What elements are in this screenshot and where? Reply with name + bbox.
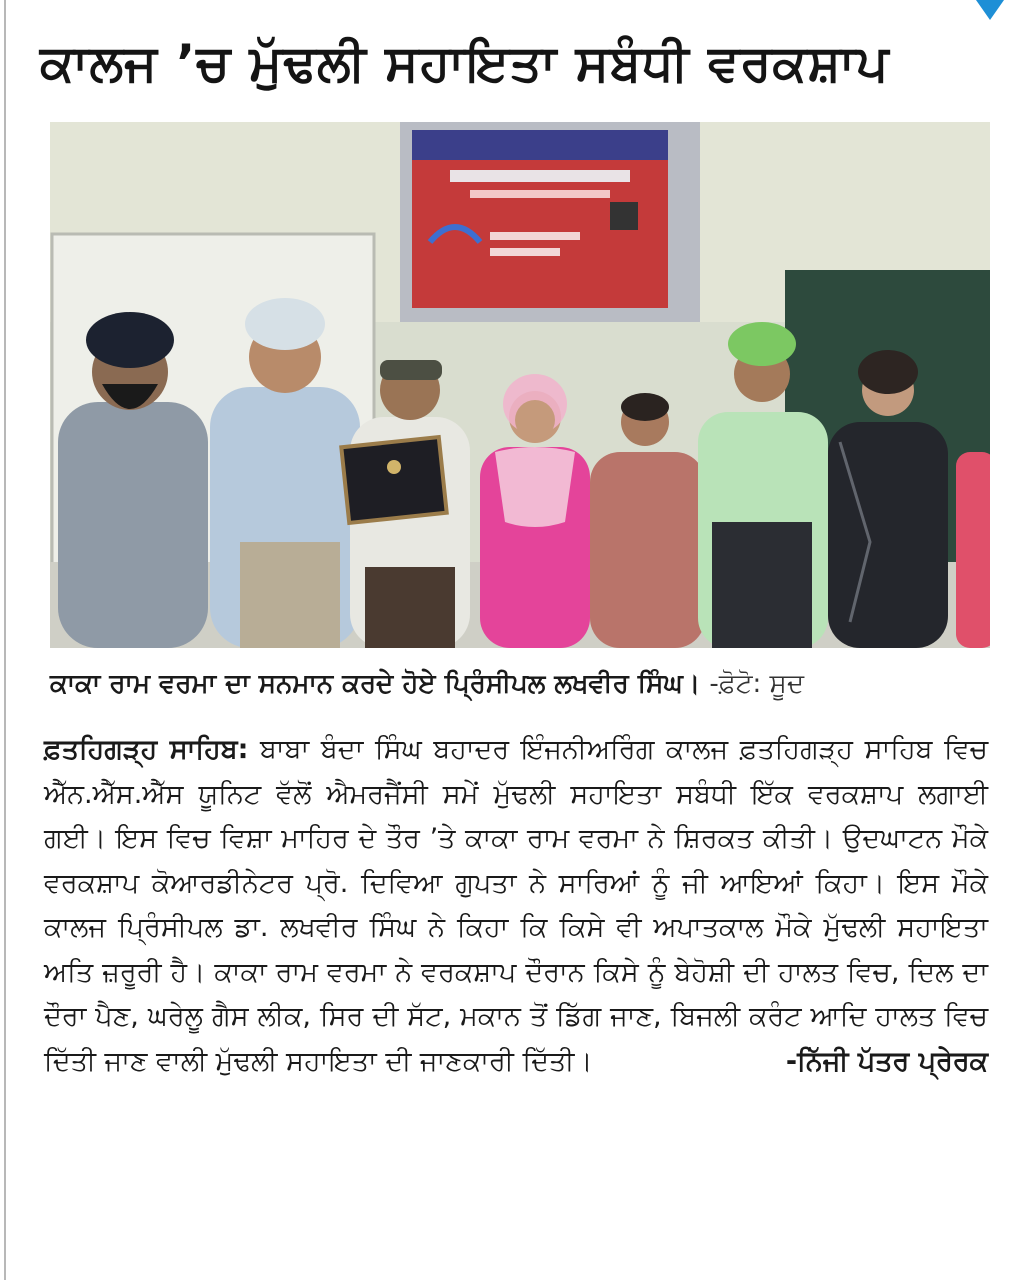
article-dateline: ਫ਼ਤਹਿਗੜ੍ਹ ਸਾਹਿਬ:	[44, 734, 249, 765]
headline: ਕਾਲਜ ’ਚ ਮੁੱਢਲੀ ਸਹਾਇਤਾ ਸਬੰਧੀ ਵਰਕਸ਼ਾਪ	[40, 34, 890, 92]
photo-caption	[50, 664, 1000, 704]
article-byline: -ਨਿੱਜੀ ਪੱਤਰ ਪ੍ਰੇਰਕ	[785, 1045, 988, 1077]
caption-text: ਕਾਕਾ ਰਾਮ ਵਰਮਾ ਦਾ ਸਨਮਾਨ ਕਰਦੇ ਹੋਏ ਪ੍ਰਿੰਸੀਪਲ ਲਖਵੀਰ ਸਿੰਘ।	[50, 669, 701, 699]
photo-credit: -ਫ਼ੋਟੋ: ਸੂਦ	[709, 669, 805, 699]
column-rule	[4, 0, 6, 1280]
article-body	[44, 728, 988, 1084]
article-text: ਬਾਬਾ ਬੰਦਾ ਸਿੰਘ ਬਹਾਦਰ ਇੰਜਨੀਅਰਿੰਗ ਕਾਲਜ ਫ਼ਤਹਿਗੜ੍ਹ ਸਾਹਿਬ ਵਿਚ ਐੱਨ.ਐੱਸ.ਐੱਸ ਯੂਨਿਟ ਵੱਲੋਂ ਐਮਰਜੈਂਸੀ ਸਮੇਂ ਮੁੱਢਲੀ ਸਹਾਇਤਾ ਸਬੰਧੀ ਇੱਕ ਵਰਕਸ਼ਾਪ ਲਗਾਈ ਗਈ। ਇਸ ਵਿਚ ਵਿਸ਼ਾ ਮਾਹਿਰ ਦੇ ਤੌਰ ’ਤੇ ਕਾਕਾ ਰਾਮ ਵਰਮਾ ਨੇ ਸ਼ਿਰਕਤ ਕੀਤੀ। ਉਦਘਾਟਨ ਮੌਕੇ ਵਰਕਸ਼ਾਪ ਕੋਆਰਡੀਨੇਟਰ ਪ੍ਰੋ. ਦਿਵਿਆ ਗੁਪਤਾ ਨੇ ਸਾਰਿਆਂ ਨੂੰ ਜੀ ਆਇਆਂ ਕਿਹਾ। ਇਸ ਮੌਕੇ ਕਾਲਜ ਪ੍ਰਿੰਸੀਪਲ ਡਾ. ਲਖਵੀਰ ਸਿੰਘ ਨੇ ਕਿਹਾ ਕਿ ਕਿਸੇ ਵੀ ਅਪਾਤਕਾਲ ਮੌਕੇ ਮੁੱਢਲੀ ਸਹਾਇਤਾ ਅਤਿ ਜ਼ਰੂਰੀ ਹੈ। ਕਾਕਾ ਰਾਮ ਵਰਮਾ ਨੇ ਵਰਕਸ਼ਾਪ ਦੌਰਾਨ ਕਿਸੇ ਨੂੰ ਬੇਹੋਸ਼ੀ ਦੀ ਹਾਲਤ ਵਿਚ, ਦਿਲ ਦਾ ਦੌਰਾ ਪੈਣ, ਘਰੇਲੂ ਗੈਸ ਲੀਕ, ਸਿਰ ਦੀ ਸੱਟ, ਮਕਾਨ ਤੋਂ ਡਿੱਗ ਜਾਣ, ਬਿਜਲੀ ਕਰੰਟ ਆਦਿ ਹਾਲਤ ਵਿਚ ਦਿੱਤੀ ਜਾਣ ਵਾਲੀ ਮੁੱਢਲੀ ਸਹਾਇਤਾ ਦੀ ਜਾਣਕਾਰੀ ਦਿੱਤੀ।	[44, 734, 988, 1077]
news-photo	[50, 122, 990, 648]
corner-marker-icon	[976, 0, 1004, 20]
